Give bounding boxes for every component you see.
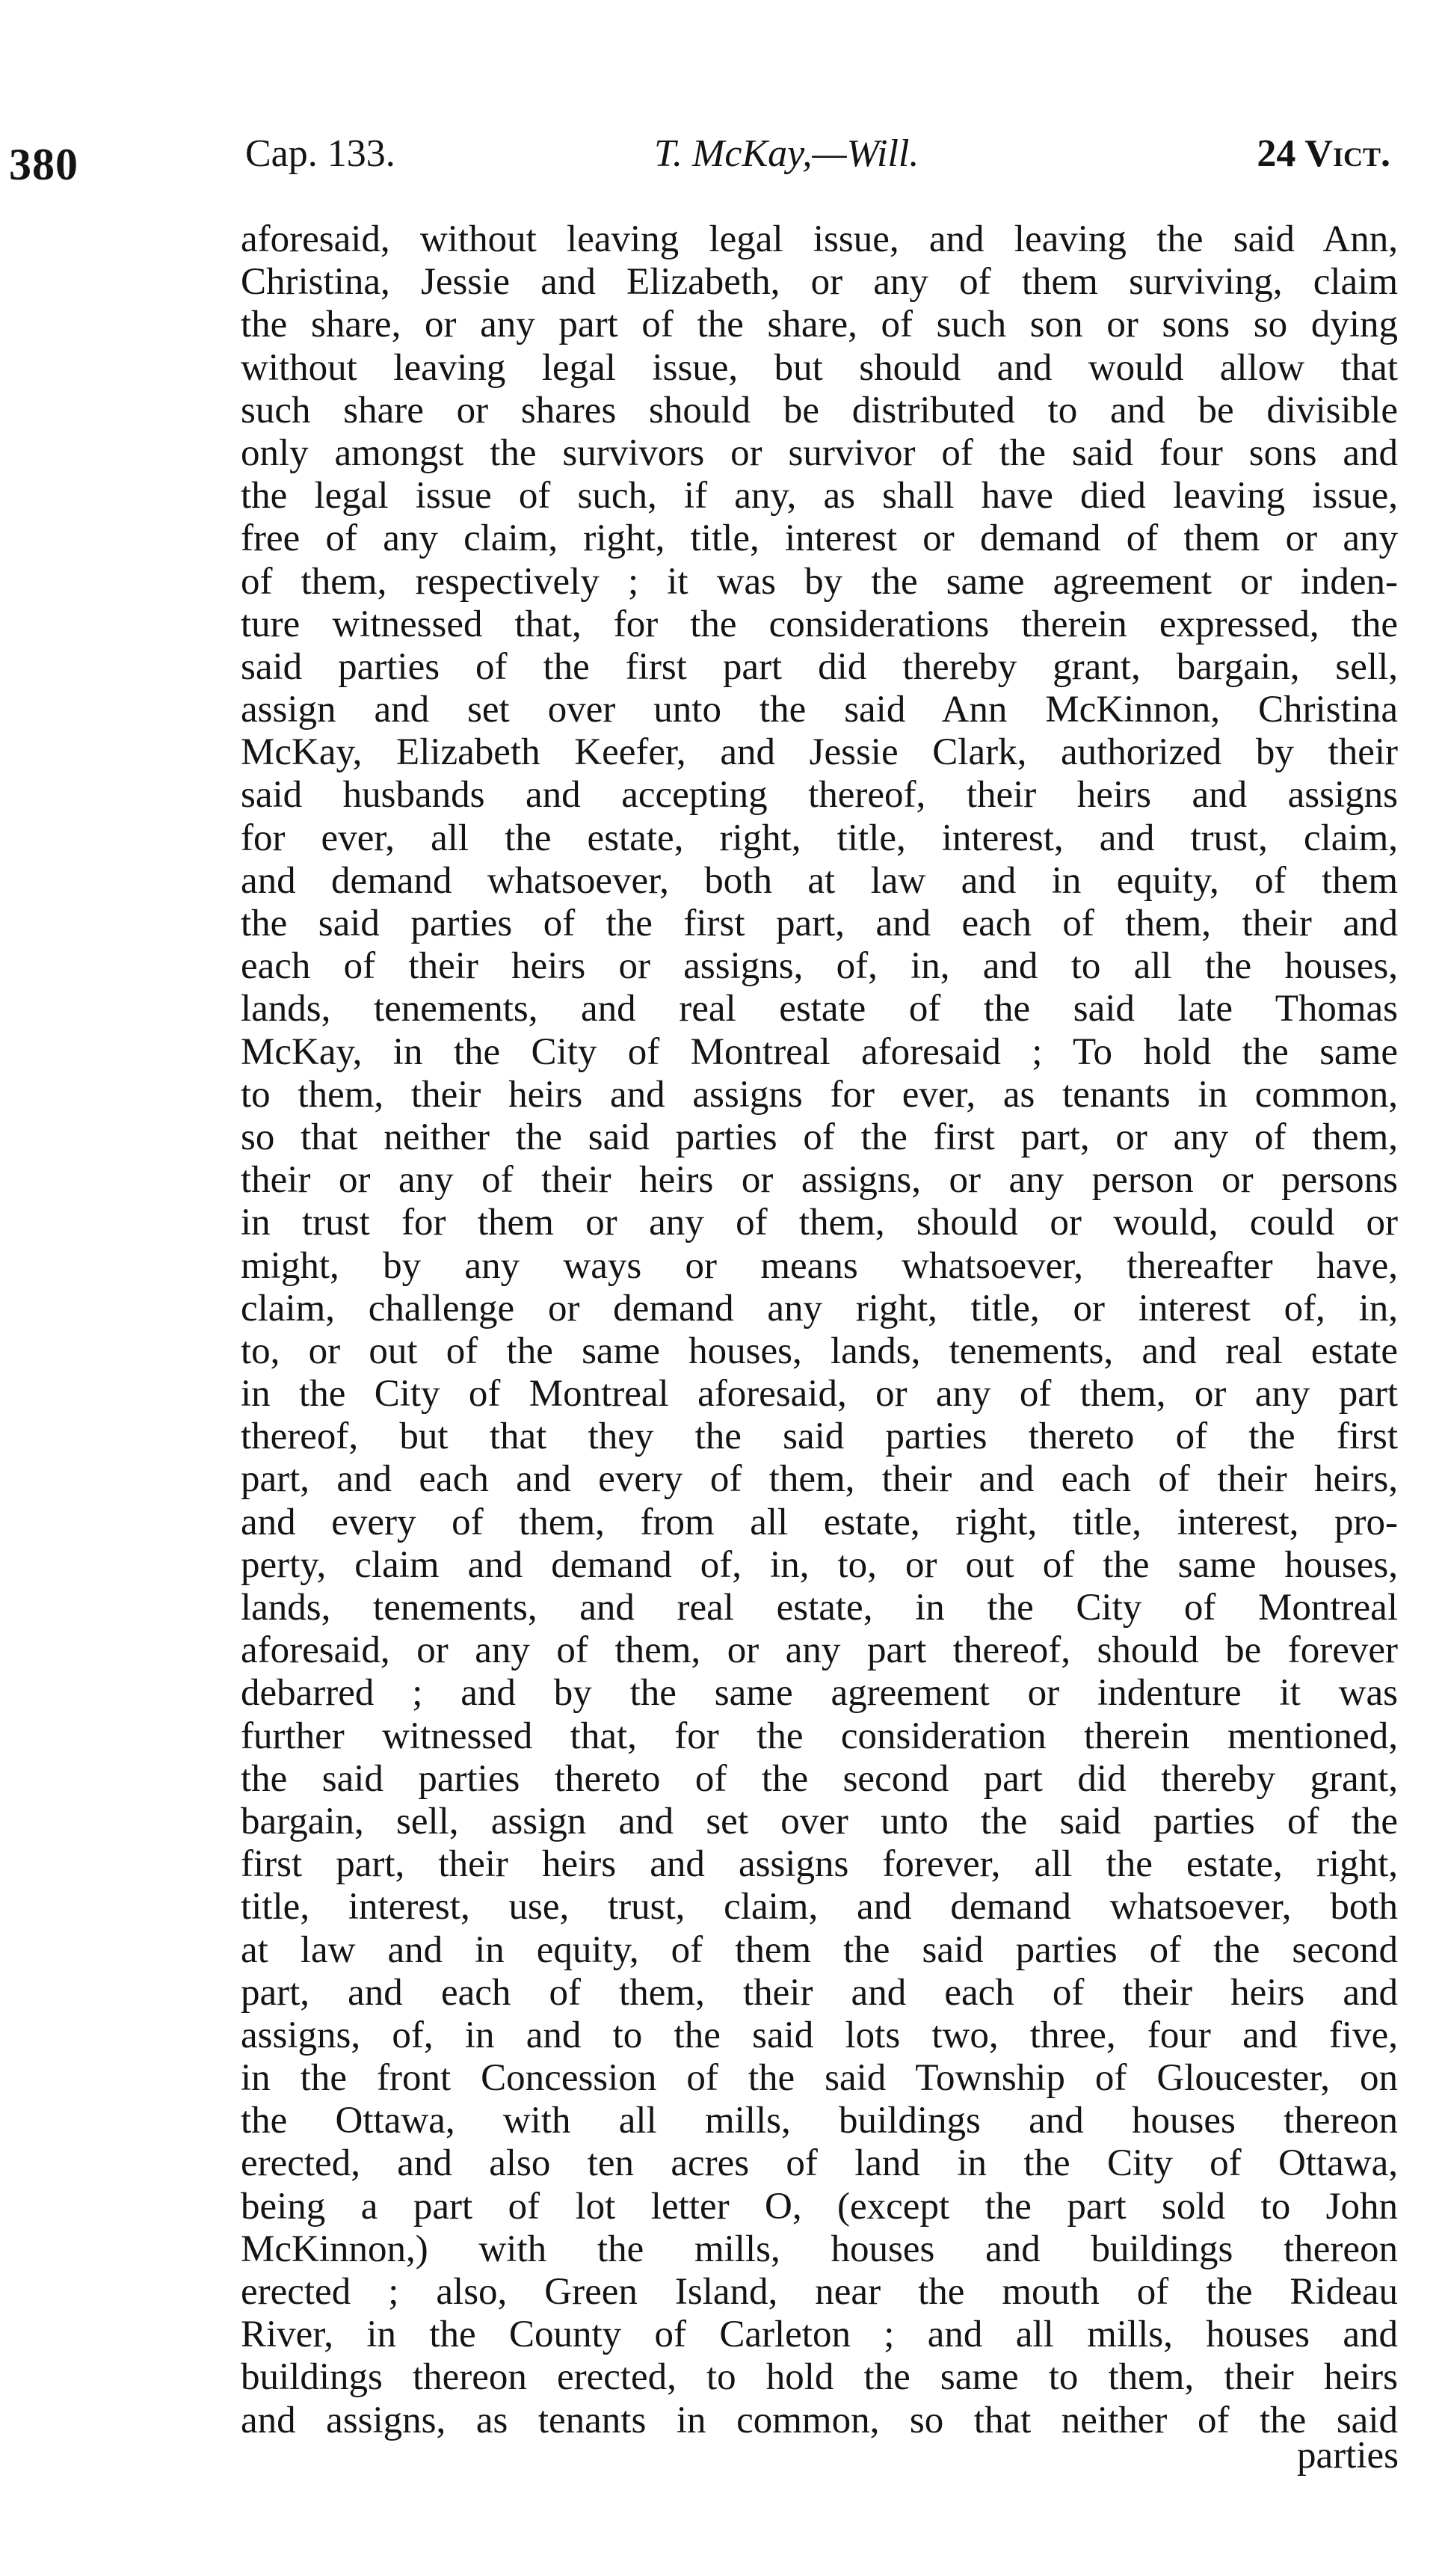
text-line: title, interest, use, trust, claim, and demand whatsoever, both <box>241 1886 1398 1928</box>
catchword: parties <box>1297 2435 1399 2477</box>
text-line: buildings thereon erected, to hold the same to them, their heirs <box>241 2356 1398 2399</box>
text-line: debarred ; and by the same agreement or indenture it was <box>241 1672 1398 1715</box>
text-line: assign and set over unto the said Ann McKinnon, Christina <box>241 689 1398 731</box>
text-line: the legal issue of such, if any, as shall have died leaving issue, <box>241 475 1398 517</box>
session-label: 24 Vict. <box>1257 132 1390 175</box>
text-line: McKay, Elizabeth Keefer, and Jessie Clark, authorized by their <box>241 731 1398 774</box>
text-line: McKay, in the City of Montreal aforesaid ; To hold the same <box>241 1030 1398 1073</box>
text-line: the said parties thereto of the second part did thereby grant, <box>241 1757 1398 1800</box>
text-line: in the City of Montreal aforesaid, or any of them, or any part <box>241 1373 1398 1415</box>
text-line: claim, challenge or demand any right, title, or interest of, in, <box>241 1287 1398 1330</box>
text-line: River, in the County of Carleton ; and all mills, houses and <box>241 2314 1398 2356</box>
text-line: being a part of lot letter O, (except the part sold to John <box>241 2185 1398 2228</box>
text-line: of them, respectively ; it was by the same agreement or inden- <box>241 560 1398 603</box>
text-line: lands, tenements, and real estate of the said late Thomas <box>241 988 1398 1030</box>
text-line: at law and in equity, of them the said parties of the second <box>241 1928 1398 1971</box>
text-line: said husbands and accepting thereof, their heirs and assigns <box>241 774 1398 817</box>
text-line: free of any claim, right, title, interest or demand of them or any <box>241 517 1398 560</box>
text-line: McKinnon,) with the mills, houses and buildings thereon <box>241 2228 1398 2270</box>
text-line: might, by any ways or means whatsoever, thereafter have, <box>241 1244 1398 1287</box>
text-line: the Ottawa, with all mills, buildings and houses thereon <box>241 2100 1398 2142</box>
text-line: and demand whatsoever, both at law and in equity, of them <box>241 859 1398 902</box>
body-text <box>241 218 1398 2442</box>
text-line: in the front Concession of the said Township of Gloucester, on <box>241 2057 1398 2100</box>
text-line: ture witnessed that, for the considerations therein expressed, the <box>241 603 1398 645</box>
text-line: further witnessed that, for the consideration therein mentioned, <box>241 1715 1398 1757</box>
text-line: and every of them, from all estate, right, title, interest, pro- <box>241 1501 1398 1543</box>
running-header <box>239 132 1390 191</box>
text-line: so that neither the said parties of the first part, or any of them, <box>241 1116 1398 1158</box>
running-title: T. McKay,—Will. <box>654 132 919 175</box>
text-line: assigns, of, in and to the said lots two, three, four and five, <box>241 2014 1398 2056</box>
text-line: aforesaid, without leaving legal issue, and leaving the said Ann, <box>241 218 1398 260</box>
text-line: Christina, Jessie and Elizabeth, or any of them surviving, claim <box>241 261 1398 304</box>
text-line: without leaving legal issue, but should and would allow that <box>241 346 1398 389</box>
text-line: each of their heirs or assigns, of, in, and to all the houses, <box>241 945 1398 988</box>
page-number: 380 <box>9 140 78 189</box>
text-line: the share, or any part of the share, of such son or sons so dying <box>241 304 1398 346</box>
chapter-label: Cap. 133. <box>245 132 395 175</box>
text-line: erected ; also, Green Island, near the mouth of the Rideau <box>241 2271 1398 2313</box>
text-line: lands, tenements, and real estate, in the City of Montreal <box>241 1587 1398 1629</box>
text-line: said parties of the first part did thereby grant, bargain, sell, <box>241 645 1398 688</box>
text-line: in trust for them or any of them, should or would, could or <box>241 1202 1398 1244</box>
text-line: aforesaid, or any of them, or any part thereof, should be forever <box>241 1629 1398 1672</box>
text-line: bargain, sell, assign and set over unto the said parties of the <box>241 1800 1398 1842</box>
text-line: first part, their heirs and assigns forever, all the estate, right, <box>241 1843 1398 1886</box>
text-line: such share or shares should be distributed to and be divisible <box>241 389 1398 431</box>
text-line: only amongst the survivors or survivor of the said four sons and <box>241 431 1398 474</box>
text-line: their or any of their heirs or assigns, or any person or persons <box>241 1159 1398 1202</box>
text-line: perty, claim and demand of, in, to, or out of the same houses, <box>241 1543 1398 1586</box>
text-line: for ever, all the estate, right, title, interest, and trust, claim, <box>241 817 1398 859</box>
text-line: thereof, but that they the said parties thereto of the first <box>241 1415 1398 1458</box>
text-line: part, and each of them, their and each of their heirs and <box>241 1971 1398 2014</box>
text-line: erected, and also ten acres of land in the City of Ottawa, <box>241 2142 1398 2185</box>
text-line: the said parties of the first part, and each of them, their and <box>241 903 1398 944</box>
text-line: part, and each and every of them, their and each of their heirs, <box>241 1458 1398 1501</box>
text-line: and assigns, as tenants in common, so that neither of the said <box>241 2399 1398 2441</box>
text-line: to, or out of the same houses, lands, tenements, and real estate <box>241 1330 1398 1372</box>
text-line: to them, their heirs and assigns for ever, as tenants in common, <box>241 1073 1398 1116</box>
